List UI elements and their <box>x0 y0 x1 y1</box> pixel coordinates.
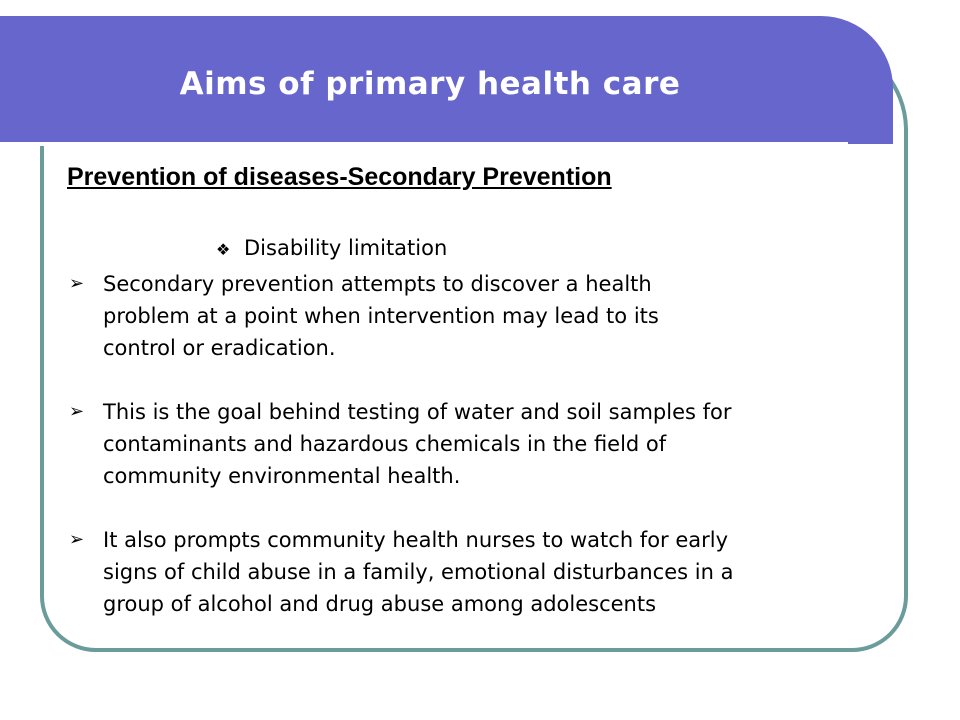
section-heading: Prevention of diseases-Secondary Prevention <box>67 163 612 191</box>
bullet-line: It also prompts community health nurses to watch for early <box>103 528 729 552</box>
bullet-line: problem at a point when intervention may lead to its <box>103 304 659 328</box>
bullet-line: control or eradication. <box>103 336 336 360</box>
bullet-line: contaminants and hazardous chemicals in the field of <box>103 432 667 456</box>
bullet-line: Secondary prevention attempts to discover a health <box>103 272 652 296</box>
list-item <box>67 524 917 620</box>
bullet-line: community environmental health. <box>103 464 461 488</box>
bullet-line: group of alcohol and drug abuse among adolescents <box>103 592 657 616</box>
title-underline <box>0 142 848 146</box>
list-item <box>67 396 917 492</box>
diamond-bullet-icon: ❖ <box>216 240 231 259</box>
title-band <box>0 16 893 144</box>
arrow-bullet-icon: ➢ <box>69 529 85 550</box>
bullet-line: signs of child abuse in a family, emotional disturbances in a <box>103 560 734 584</box>
arrow-bullet-icon: ➢ <box>69 401 85 422</box>
bullet-line: This is the goal behind testing of water and soil samples for <box>103 400 732 424</box>
list-item <box>67 268 917 364</box>
sub-bullet-text: Disability limitation <box>244 236 448 260</box>
arrow-bullet-icon: ➢ <box>69 273 85 294</box>
bullet-list <box>67 268 917 652</box>
sub-bullet <box>216 236 447 260</box>
slide-title: Aims of primary health care <box>179 66 681 102</box>
